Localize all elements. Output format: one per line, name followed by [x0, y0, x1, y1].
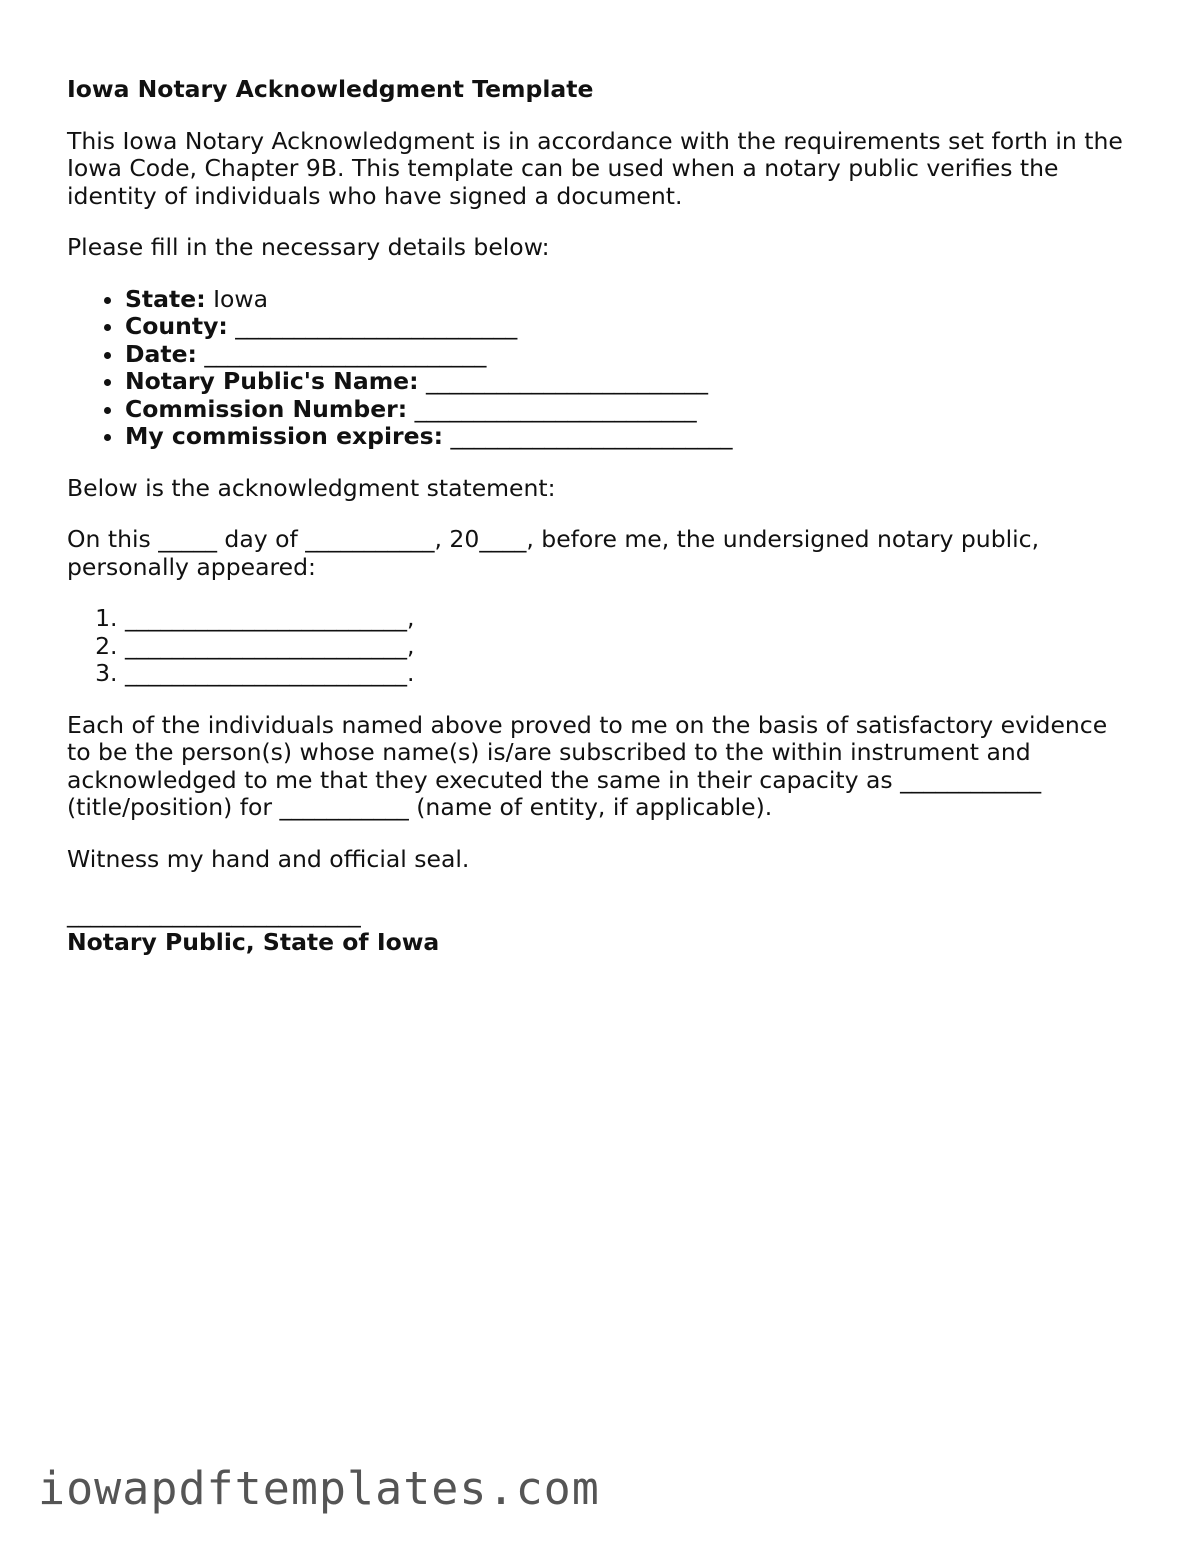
field-county — [125, 313, 1137, 341]
field-date — [125, 341, 1137, 369]
signers-list — [67, 605, 1137, 688]
fill-prompt: Please fill in the necessary details below: — [67, 233, 550, 261]
signer-line: 1. ________________________, — [125, 605, 1137, 633]
field-label: State: — [125, 284, 206, 313]
document-body — [67, 76, 1137, 956]
field-value: ________________________ — [442, 422, 733, 450]
document-title: Iowa Notary Acknowledgment Template — [67, 75, 594, 103]
field-commission-expires — [125, 423, 1137, 451]
field-value: ________________________ — [227, 312, 518, 340]
evidence-paragraph: Each of the individuals named above proved to me on the basis of satisfactory evidence to be the person(s) whose name(s) is/are subscribed to the within instrument and acknowledged to me that they executed the same in their capacity as ____________ (title/position) for ___________ (name of entity, if applicable). — [67, 710, 1108, 821]
field-value: ________________________ — [418, 367, 709, 395]
signature-label: Notary Public, State of Iowa — [67, 927, 440, 956]
field-label: Notary Public's Name: — [125, 367, 419, 395]
signer-line: 2. ________________________, — [125, 633, 1137, 661]
field-value: ________________________ — [196, 339, 487, 368]
field-notary-name — [125, 368, 1137, 396]
witness-line: Witness my hand and official seal. — [67, 844, 470, 873]
field-commission-number — [125, 396, 1137, 424]
intro-paragraph: This Iowa Notary Acknowledgment is in accordance with the requirements set forth in the Iowa Code, Chapter 9B. This template can be used when a notary public verifies the identity of individuals who have signed a document. — [67, 126, 1123, 210]
field-value: Iowa — [205, 284, 268, 313]
field-label: County: — [125, 312, 228, 340]
signature-line: _________________________ — [67, 900, 361, 928]
statement-intro: Below is the acknowledgment statement: — [67, 473, 556, 502]
field-label: Commission Number: — [125, 394, 408, 423]
field-state — [125, 286, 1137, 314]
field-label: Date: — [125, 339, 197, 368]
field-value: ________________________ — [407, 394, 697, 423]
watermark: iowapdftemplates.com — [38, 1462, 600, 1515]
signer-line: 3. ________________________. — [125, 660, 1137, 688]
acknowledgment-statement: On this _____ day of ___________, 20____, before me, the undersigned notary public, personally appeared: — [67, 525, 1040, 581]
details-list — [67, 286, 1137, 451]
field-label: My commission expires: — [125, 422, 443, 450]
